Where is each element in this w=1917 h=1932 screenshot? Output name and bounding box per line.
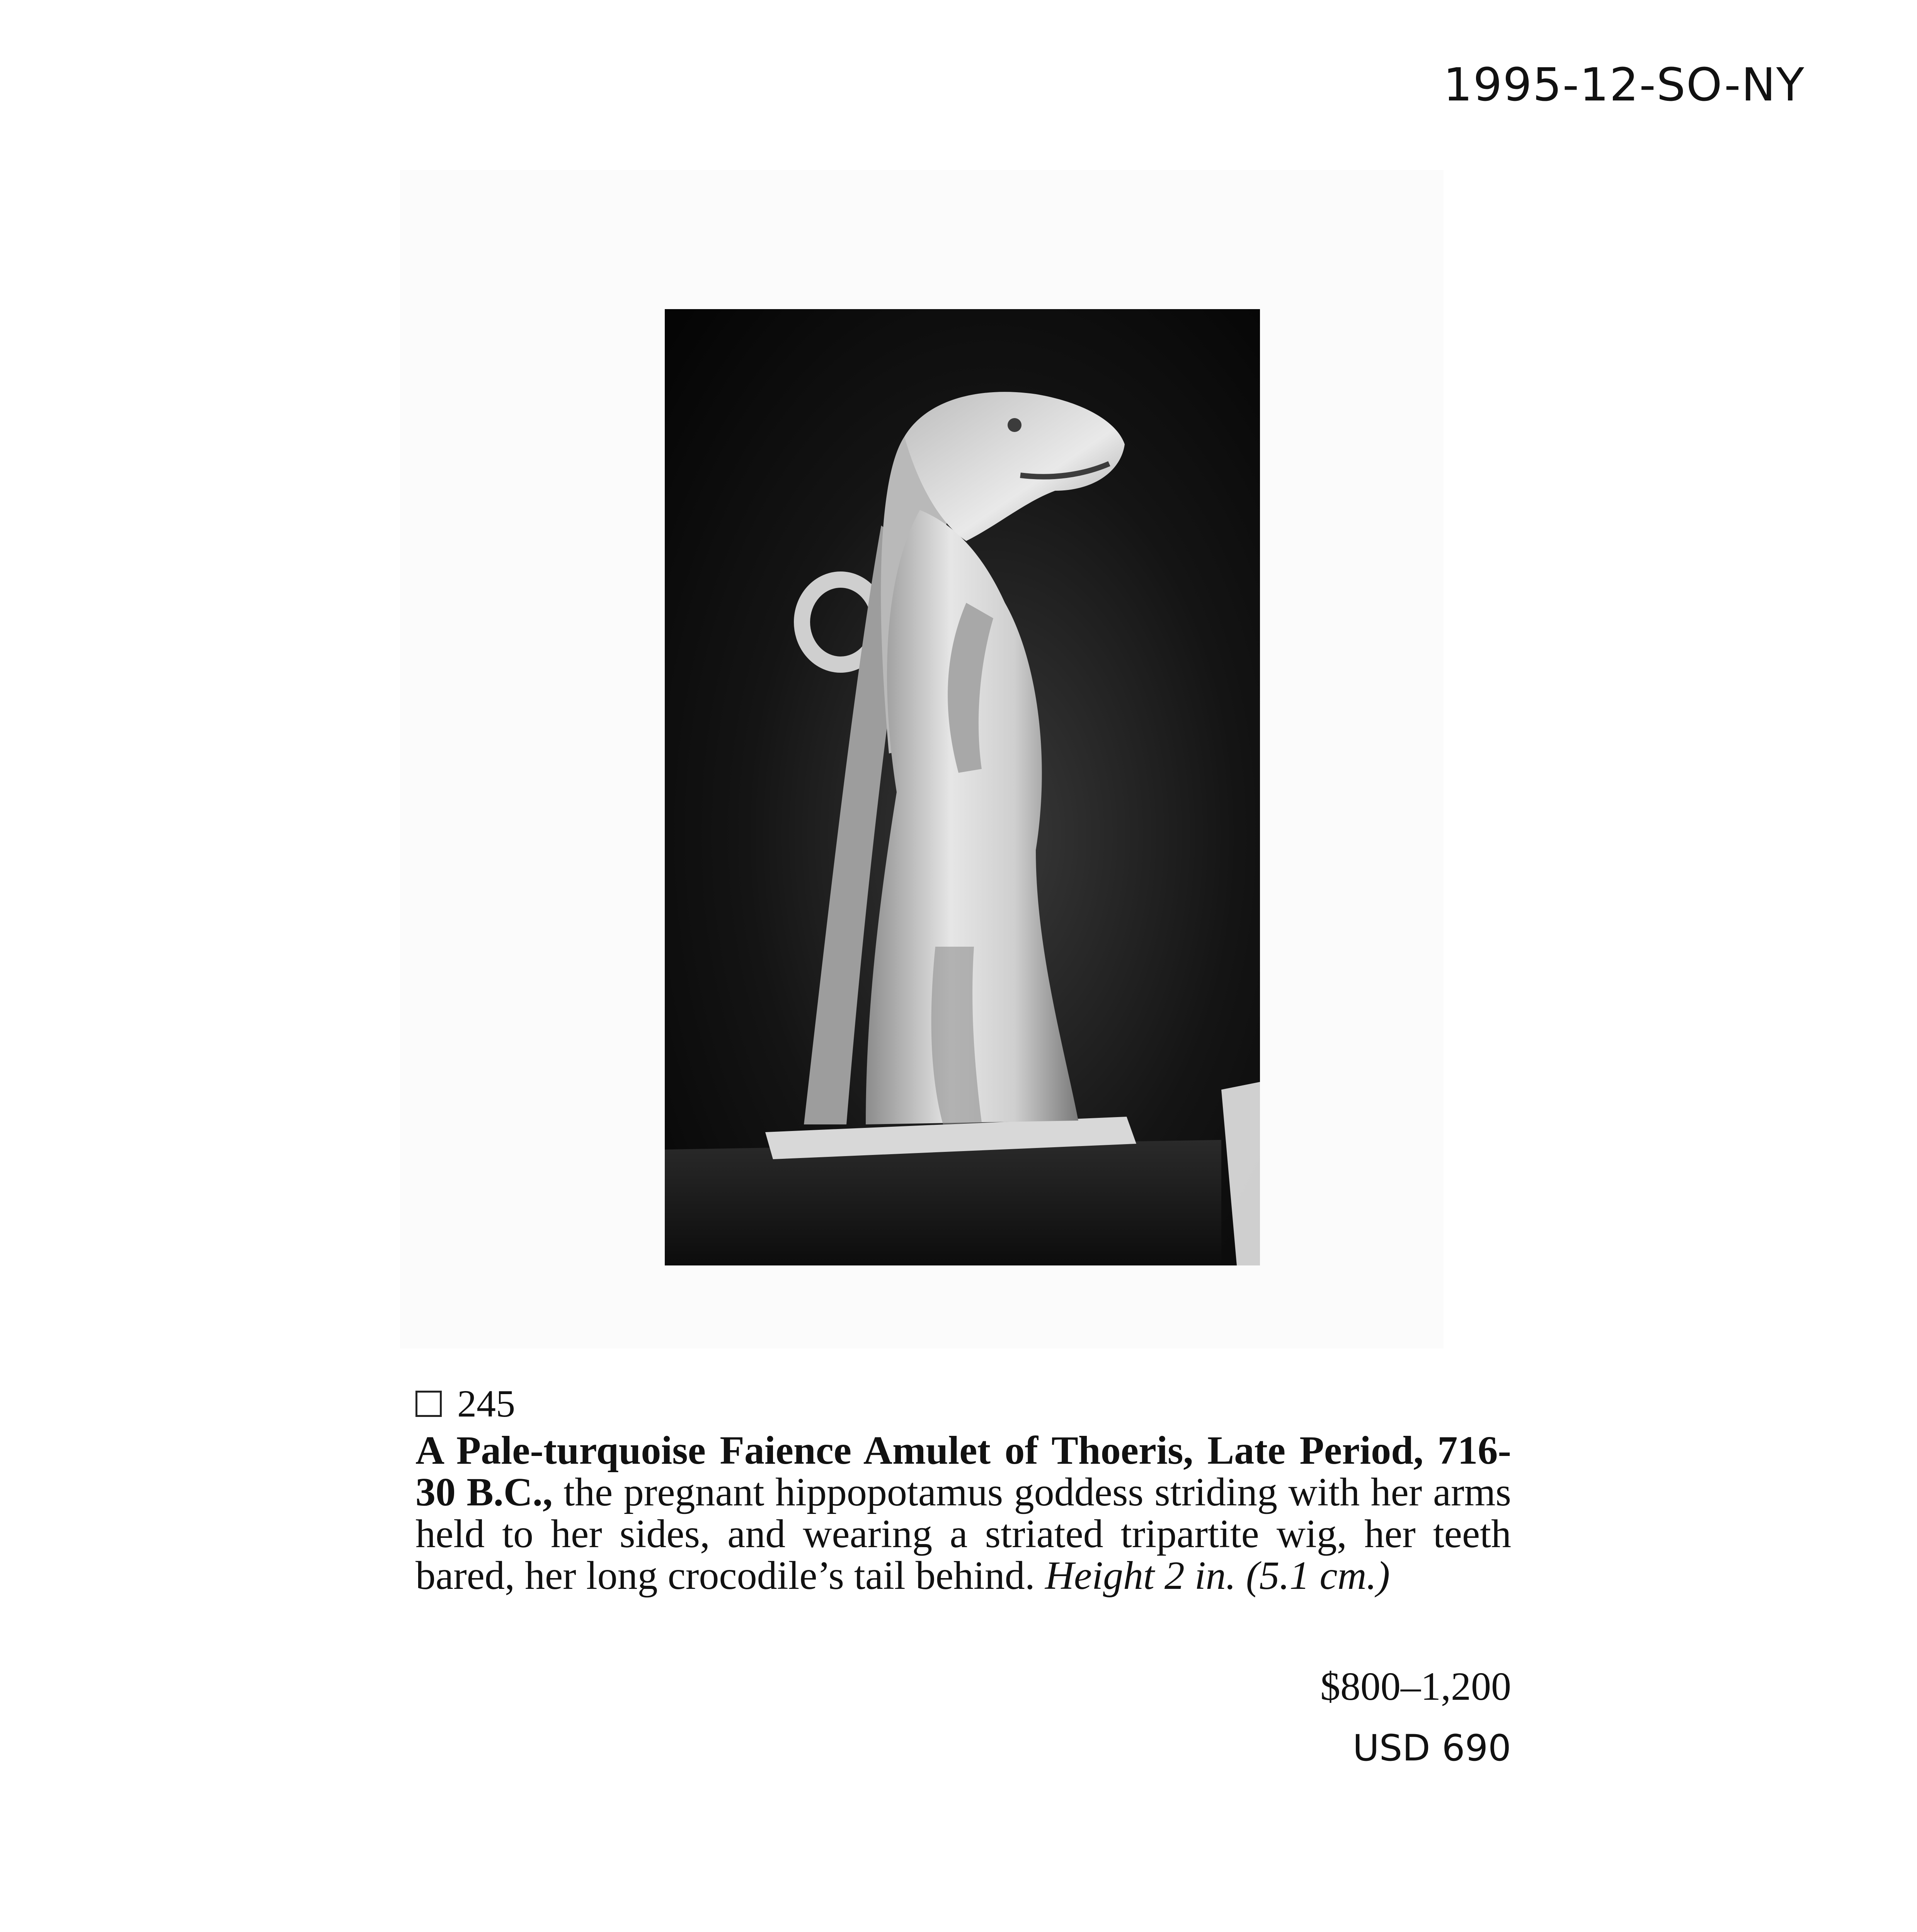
amulet-photo <box>665 309 1260 1265</box>
lot-number-line <box>415 1381 515 1426</box>
lot-checkbox[interactable] <box>415 1391 442 1417</box>
price-realized: USD 690 <box>1352 1727 1511 1769</box>
eye <box>1008 418 1021 432</box>
display-plinth <box>665 1140 1221 1265</box>
lot-estimate: $800–1,200 <box>1320 1664 1511 1709</box>
reference-code: 1995-12-SO-NY <box>1443 58 1805 111</box>
lot-title: A Pale-turquoise Faience Amulet of Thoeris, Late Period, 716-30 B.C., <box>415 1428 1511 1515</box>
lot-number: 245 <box>457 1382 515 1425</box>
lot-description-text: the pregnant hippopotamus goddess striding with her arms held to her sides, and wearing a striated tripartite wig, her teeth bared, her long crocodile’s tail behind. <box>415 1470 1511 1598</box>
lot-description <box>415 1430 1511 1597</box>
lot-dimensions: Height 2 in. (5.1 cm.) <box>1045 1553 1390 1598</box>
thoeris-amulet-image <box>665 309 1260 1265</box>
